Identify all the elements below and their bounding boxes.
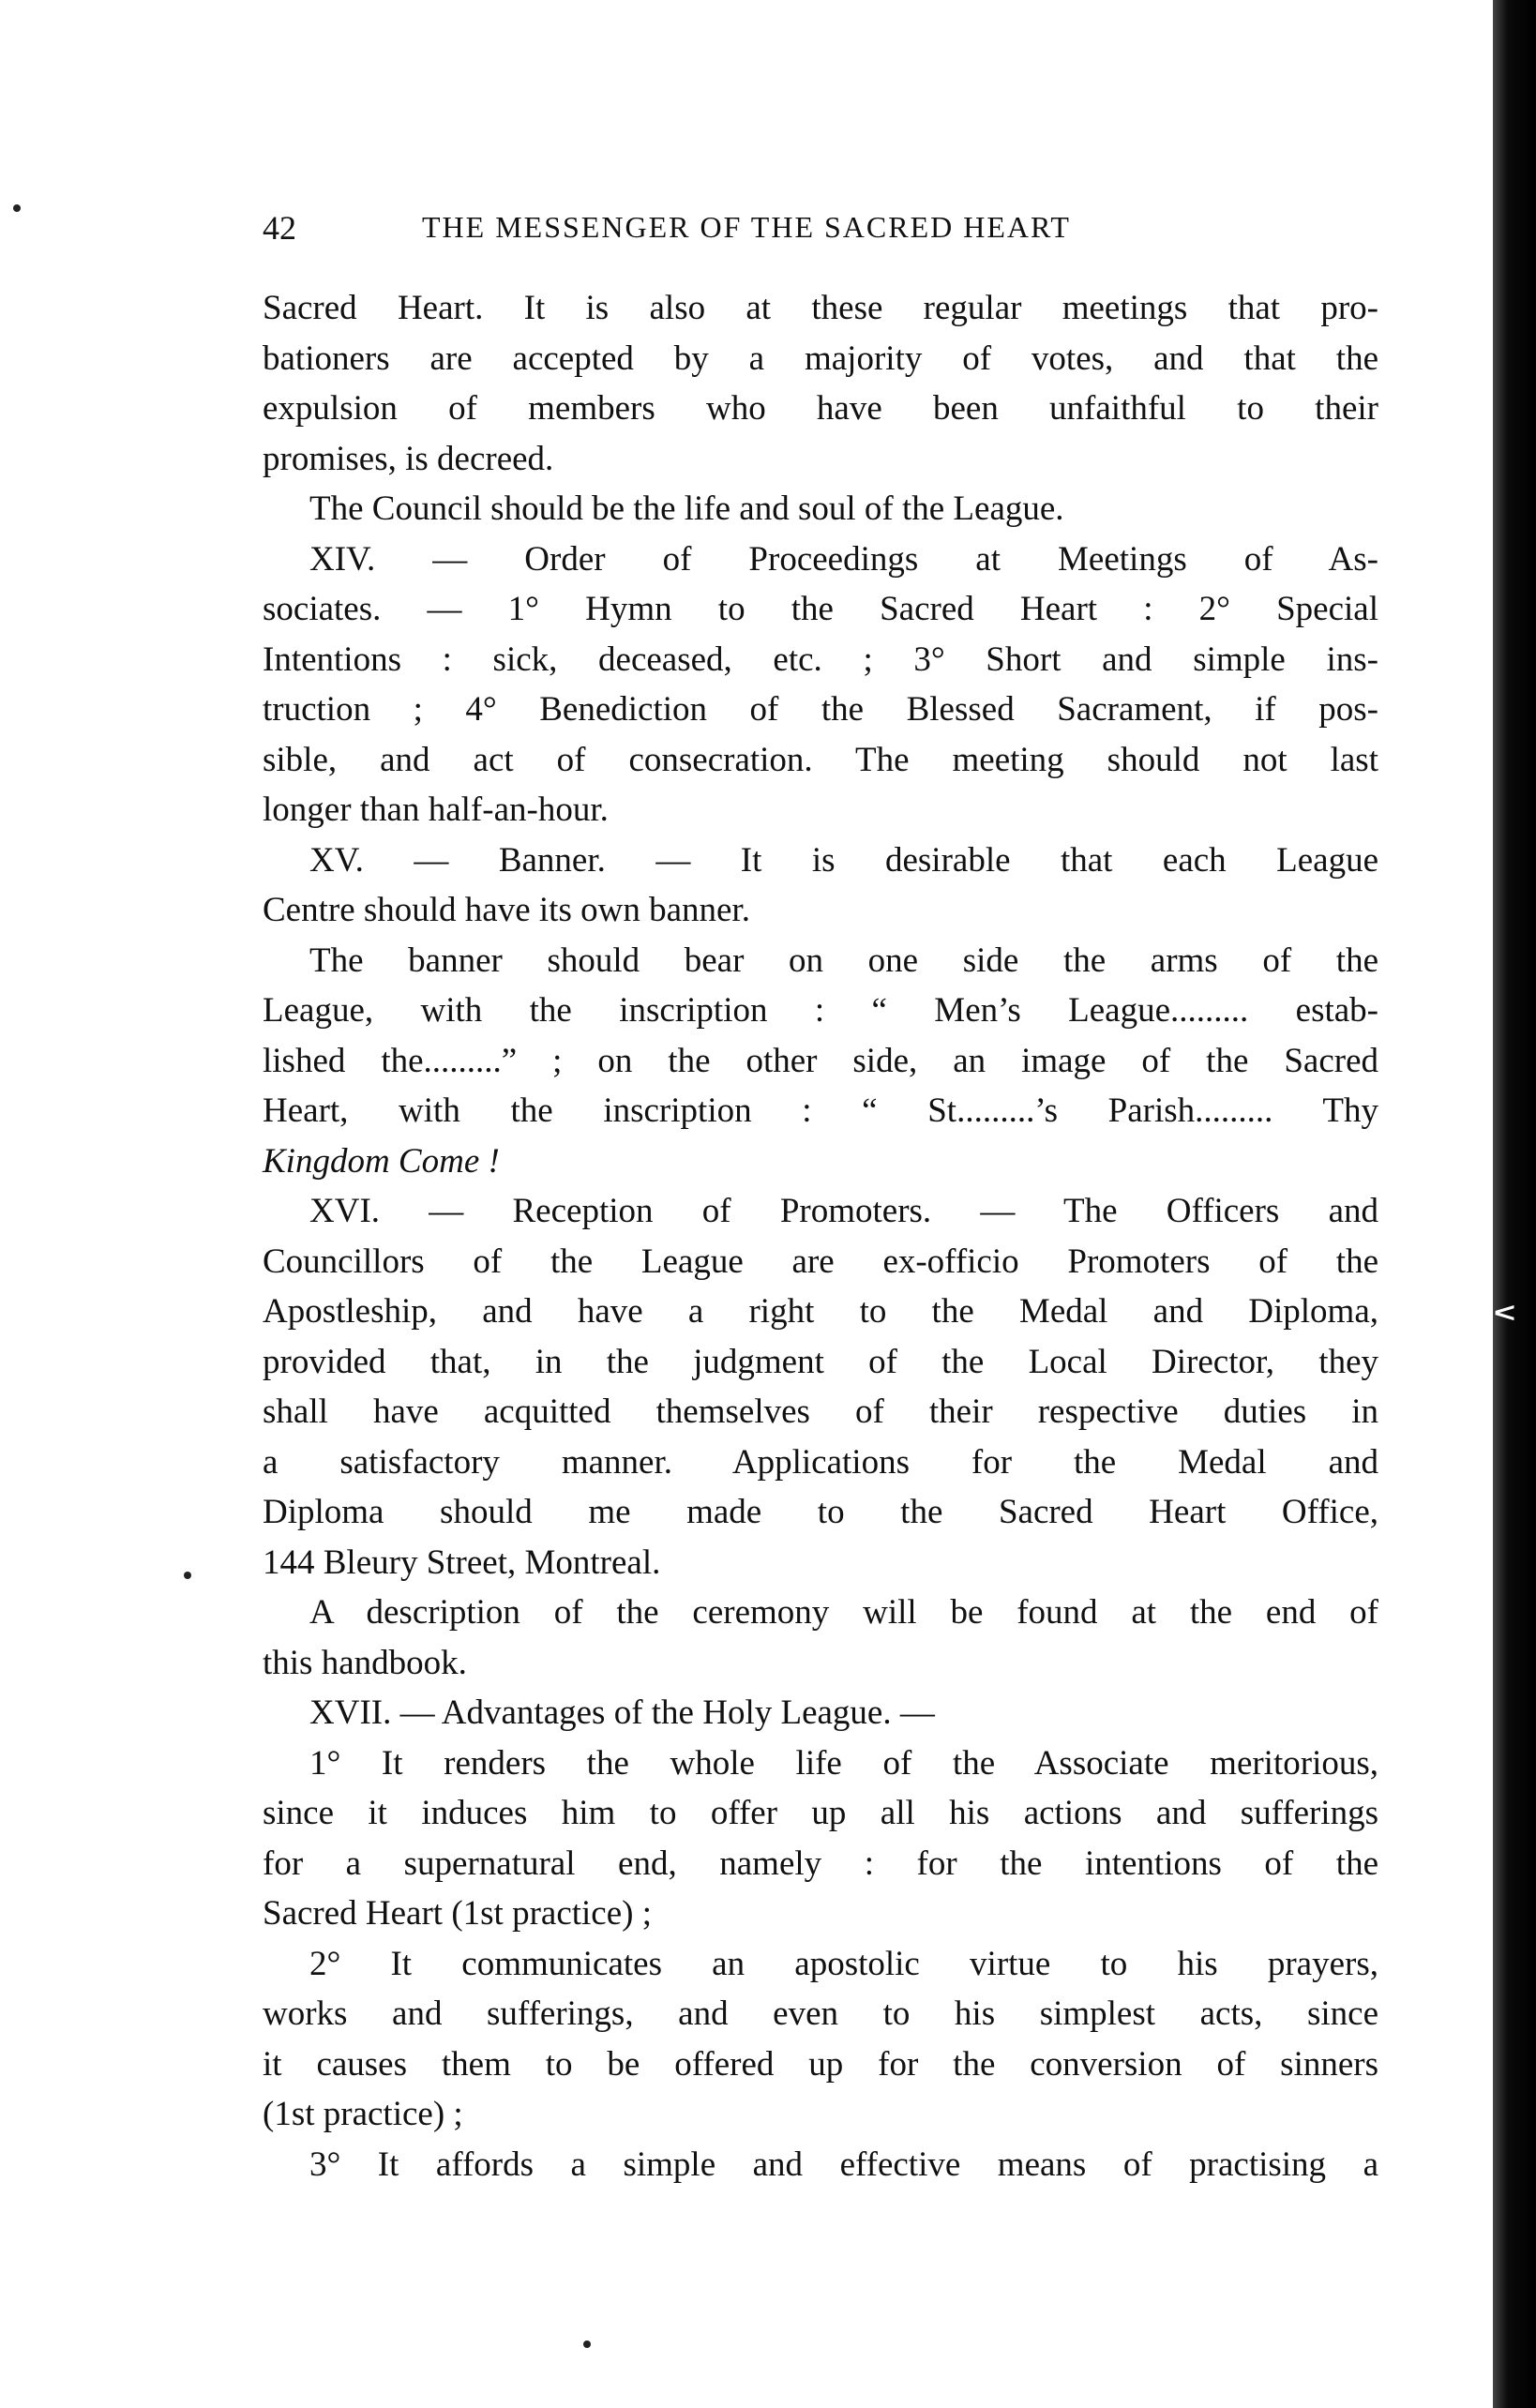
text-line: this handbook. — [263, 1643, 467, 1682]
text-line: The Council should be the life and soul of the League. — [309, 489, 1064, 528]
text-line: Heart, with the inscription : “ St.........’s Parish......... Thy — [263, 1091, 1378, 1130]
text-line: Councillors of the League are ex-officio Promoters of the — [263, 1242, 1378, 1281]
text-line: 3° It affords a simple and effective means of practising a — [309, 2145, 1378, 2184]
text-line: since it induces him to offer up all his actions and sufferings — [263, 1794, 1378, 1832]
text-line: works and sufferings, and even to his simplest acts, since — [263, 1994, 1378, 2033]
section-heading-line: XVII. — Advantages of the Holy League. — — [309, 1693, 935, 1732]
text-line: lished the.........” ; on the other side, an image of the Sacred — [263, 1041, 1378, 1080]
scan-speck — [13, 204, 21, 212]
text-line: shall have acquitted themselves of their respective duties in — [263, 1392, 1378, 1431]
text-line: a satisfactory manner. Applications for the Medal and — [263, 1442, 1378, 1482]
text-line: it causes them to be offered up for the conversion of sinners — [263, 2044, 1378, 2084]
text-line: provided that, in the judgment of the Local Director, they — [263, 1342, 1378, 1381]
text-line: Diploma should me made to the Sacred Heart Office, — [263, 1493, 1378, 1531]
text-line: promises, is decreed. — [263, 439, 554, 478]
text-line: expulsion of members who have been unfaithful to their — [263, 389, 1378, 428]
text-line: Intentions : sick, deceased, etc. ; 3° Short and simple ins- — [263, 640, 1378, 679]
text-line: The banner should bear on one side the arms of the — [309, 941, 1378, 980]
text-line: for a supernatural end, namely : for the intentions of the — [263, 1844, 1378, 1883]
text-line: Kingdom Come ! — [263, 1141, 500, 1181]
text-line: Sacred Heart (1st practice) ; — [263, 1894, 653, 1933]
text-line: sociates. — 1° Hymn to the Sacred Heart : 2° Special — [263, 590, 1378, 628]
body-text — [263, 283, 1378, 2190]
book-spine-shadow — [1486, 0, 1536, 2408]
text-line: (1st practice) ; — [263, 2095, 463, 2133]
text-line: 2° It communicates an apostolic virtue to his prayers, — [309, 1944, 1378, 1983]
text-line: bationers are accepted by a majority of votes, and that the — [263, 339, 1378, 378]
text-line: truction ; 4° Benediction of the Blessed Sacrament, if pos- — [263, 690, 1378, 729]
running-head: THE MESSENGER OF THE SACRED HEART — [422, 210, 1071, 244]
section-heading-line: XV. — Banner. — It is desirable that each League — [309, 840, 1378, 880]
text-line: longer than half-an-hour. — [263, 790, 609, 829]
scan-speck — [583, 2340, 591, 2348]
text-line: 144 Bleury Street, Montreal. — [263, 1543, 661, 1582]
page-number: 42 — [263, 209, 296, 247]
scan-speck — [184, 1572, 191, 1579]
text-line: Apostleship, and have a right to the Medal and Diploma, — [263, 1292, 1378, 1331]
spine-mark: ∧ — [1486, 1301, 1522, 1325]
section-heading-line: XIV. — Order of Proceedings at Meetings of As- — [309, 539, 1378, 579]
text-line: Centre should have its own banner. — [263, 891, 750, 929]
text-line: sible, and act of consecration. The meeting should not last — [263, 740, 1378, 779]
text-line: 1° It renders the whole life of the Associate meritorious, — [309, 1743, 1378, 1783]
text-line: A description of the ceremony will be found at the end of — [309, 1593, 1378, 1632]
text-line: League, with the inscription : “ Men’s League......... estab- — [263, 991, 1378, 1030]
text-line: Sacred Heart. It is also at these regular meetings that pro- — [263, 289, 1378, 327]
section-heading-line: XVI. — Reception of Promoters. — The Officers and — [309, 1192, 1378, 1230]
